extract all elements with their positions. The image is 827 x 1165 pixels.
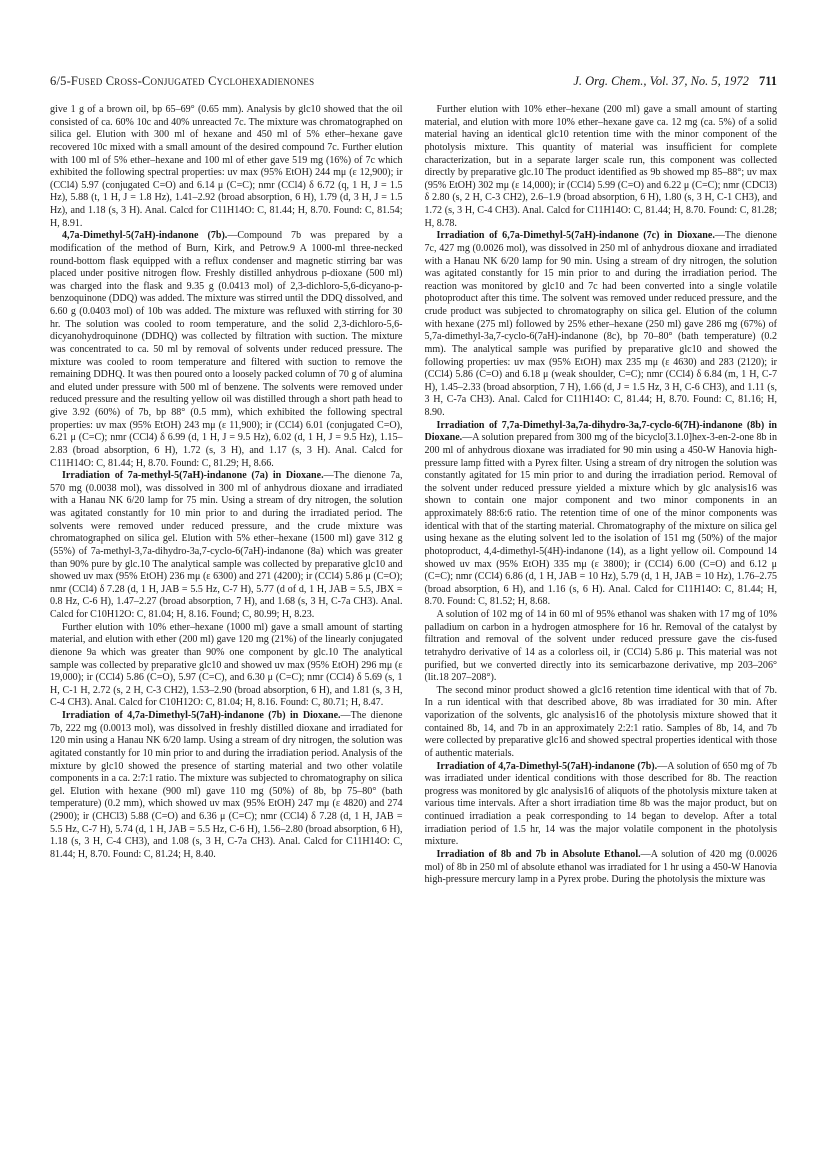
paragraph-heading: Irradiation of 6,7a-Dimethyl-5(7aH)-indanone (7c) in Dioxane.: [436, 230, 715, 242]
paragraph-heading: Irradiation of 8b and 7b in Absolute Ethanol.: [436, 848, 641, 860]
paragraph: [50, 230, 403, 470]
paragraph-heading: Irradiation of 7a-methyl-5(7aH)-indanone (7a) in Dioxane.: [62, 470, 324, 482]
paragraph-text: —Compound 7b was prepared by a modification of the method of Burn, Kirk, and Petrow.9 A 1000-ml three-necked round-bottom flask equipped with a reflux condenser and magnetic stirring bar was placed under positive nitrogen flow. Freshly distilled anhydrous p-dioxane (500 ml) was charged into the flask and 9.35 g (0.0413 mol) of 2,3-dichloro-5,6-dicyano-p-benzoquinone (DDQ) was added. The mixture was stirred until the DDQ dissolved, and 6.60 g (0.0403 mol) of 10b was added. The mixture was refluxed with stirring for 30 hr. The solution was cooled to room temperature, and the solid 2,3-dichloro-5,6-dicyanohydroquinone (DDHQ) was collected by filtration with suction. The mixture was concentrated to ca. 50 ml by removal of solvents under reduced pressure. The mixture was cooled to room temperature and filtered with suction to remove the remaining DDHQ. It was then poured onto a loosely packed column of 70 g of alumina and eluted under pressure with 500 ml of benzene. The solvents were removed under reduced pressure and the resulting yellow oil was distilled through a short path head to give 3.92 (60%) of 7b, bp 88° (0.5 mm), which exhibited the following spectral properties: uv max (95% EtOH) 243 mμ (ε 11,900); ir (CCl4) 6.01 (conjugated C=O), 6.21 μ (C=C); nmr (CCl4) δ 6.99 (d, 1 H, J = 9.5 Hz), 6.02 (d, 1 H, J = 9.5 Hz), 1.15–2.83 (broad absorption, 6 H), 1.72 (s, 3 H), and 1.17 (s, 3 H). Anal. Calcd for C11H14O: C, 81.44; H, 8.70. Found: C, 81.29; H, 8.66.: [50, 230, 403, 469]
paragraph-text: —The dienone 7b, 222 mg (0.0013 mol), was dissolved in freshly distilled dioxane and irradiated for 120 min using a Hanau NK 6/20 lamp. Using a stream of dry nitrogen, the solution was agitated constantly for 10 min prior to and during the irradiation period. Analysis of the mixture by glc10 showed the presence of starting material and two other volatile components in a ca. 2:7:1 ratio. The mixture was subjected to chromatography on silica gel. Elution with hexane (900 ml) gave 110 mg (50%) of 8b, bp 75–80° (bath temperature) (0.2 mm), which showed uv max (95% EtOH) 247 mμ (ε 4820) and 274 (2900); ir (CHCl3) 5.88 (C=O) and 6.36 μ (C=C); nmr (CCl4) δ 7.28 (d, 1 H, JAB = 5.5 Hz, C-7 H), 5.74 (d, 1 H, JAB = 5.5 Hz, C-6 H), 1.56–2.80 (broad absorption, 6 H), 1.18 (s, 3 H, C-4 CH3), and 1.08 (s, 3 H, C-7a CH3). Anal. Calcd for C11H14O: C, 81.44; H, 8.70. Found: C, 81.24; H, 8.40.: [50, 710, 403, 860]
paragraph-text: —The dienone 7c, 427 mg (0.0026 mol), was dissolved in 250 ml of anhydrous dioxane and irradiated with a Hanau NK 6/20 lamp for 90 min. Using a stream of dry nitrogen, the solution was agitated constantly for 15 min prior to and during the irradiation period. The reaction was monitored by glc10 and 7c had been converted into a single volatile photoproduct after this time. The solvent was removed under reduced pressure, and the crude product was subjected to chromatography on silica gel. Elution of the column with hexane (275 ml) followed by 25% ether–hexane (250 ml) gave 286 mg (67%) of 5,7a-dimethyl-3a,7-cyclo-6(7aH)-indanone (8c), bp 70–80° (bath temperature) (0.2 mm). The analytical sample was purified by preparative glc10 and showed the following properties: uv max (95% EtOH) max 235 mμ (ε 4630) and 283 (2120); ir (CCl4) 5.86 (C=O) and 6.18 μ (weak shoulder, C=C); nmr (CCl4) δ 6.84 (m, 1 H, C-7 H), 1.45–2.33 (broad absorption, 7 H), 1.66 (d, J = 1.5 Hz, 3 H, C-6 CH3), and 1.11 (s, 3 H, C-7a CH3). Anal. Calcd for C11H14O: C, 81.44; H, 8.70. Found: C, 81.16; H, 8.90.: [424, 230, 777, 418]
page-number: 711: [758, 74, 777, 88]
running-head-title: 6/5-Fused Cross-Conjugated Cyclohexadienones: [50, 74, 315, 88]
left-column: [50, 104, 403, 1115]
paragraph: [50, 622, 403, 710]
paragraph: [425, 609, 778, 685]
paragraph-text: Further elution with 10% ether–hexane (1000 ml) gave a small amount of starting material, and elution with ether (200 ml) gave 120 mg (21%) of the linearly conjugated dienone 9a which was greater than 90% one component by glc.10 The analytical sample was collected by preparative glc10 and showed uv max (95% EtOH) 296 mμ (ε 19,000); ir (CCl4) 5.86 (C=O), 5.97 (C=C), and 6.30 μ (C=C); nmr (CCl4) δ 5.69 (s, 1 H, C-1 H, 2.72 (s, 2 H, C-3 CH2), 1.53–2.90 (broad absorption, 6 H), and 1.81 (s, 3 H, C-4 CH3). Anal. Calcd for C10H12O: C, 81.04; H, 8.16. Found: C, 80.71; H, 8.47.: [50, 621, 403, 709]
paragraph-text: —A solution of 650 mg of 7b was irradiated under identical conditions with those described for 8b. The reaction progress was monitored by glc analysis16 of aliquots of the photolysis mixture taken at various time intervals. After a short irradiation time 8b was the major product, but on continued irradiation a peak corresponding to 14 began to develop. After a total irradiation period of 1.5 hr, 14 was the major volatile component in the photolysis mixture.: [424, 760, 777, 848]
paragraph-heading: 4,7a-Dimethyl-5(7aH)-indanone (7b).: [62, 230, 228, 242]
paragraph-heading: Irradiation of 4,7a-Dimethyl-5(7aH)-indanone (7b).: [436, 760, 658, 772]
running-head: [50, 74, 777, 94]
paragraph: [425, 685, 778, 761]
paragraph-text: —A solution of 420 mg (0.0026 mol) of 8b in 250 ml of absolute ethanol was irradiated for 1 hr using a 450-W Hanovia high-pressure mercury lamp in a Pyrex probe. During the photolysis the mixture was: [424, 848, 777, 886]
paragraph-text: A solution of 102 mg of 14 in 60 ml of 95% ethanol was shaken with 17 mg of 10% palladium on carbon in a hydrogen atmosphere for 16 hr. Removal of the catalyst by filtration and removal of the solvent under reduced pressure gave the cis-fused tetrahydro derivative of 14 as a colorless oil, ir (CCl4) 5.86 μ. This material was not purified, but we converted directly into its semicarbazone derivative, mp 203–206° (lit.18 207–208°).: [424, 609, 777, 684]
paragraph-text: —The dienone 7a, 570 mg (0.0038 mol), was dissolved in 300 ml of anhydrous dioxane and irradiated with a Hanau NK 6/20 lamp for 75 min. Using a stream of dry nitrogen, the solution was agitated constantly for 10 min prior to and during the irradiated period. The solvents were removed under reduced pressure, and the crude mixture was chromatographed on silica gel. Elution with 5% ether–hexane (1500 ml) gave 312 g (55%) of 7a-methyl-3,7a-dihydro-3a,7-cyclo-6(7aH)-indanone (8a) which was greater than 90% pure by glc.10 The analytical sample was collected by preparative glc10 and showed uv max (95% EtOH) 236 mμ (ε 6300) and 271 (4200); ir (CCl4) 5.86 μ (C=O); nmr (CCl4) δ 7.28 (d, 1 H, JAB = 5.5 Hz, C-7 H), 5.77 (d of d, 1 H, JAB = 5.5, JBX = 0.8 Hz, C-6 H), 1.47–2.27 (broad absorption, 7 H), and 1.68 (s, 3 H, C-7a CH3). Anal. Calcd for C10H12O: C, 81.04; H, 8.16. Found; C, 80.99; H, 8.23.: [50, 470, 403, 620]
paragraph: [50, 104, 403, 230]
paragraph: [425, 230, 778, 419]
paragraph-text: —A solution prepared from 300 mg of the bicyclo[3.1.0]hex-3-en-2-one 8b in 200 ml of anhydrous dioxane was irradiated for 90 min using a 450-W Hanovia high-pressure lamp fitted with a Pyrex filter. Using a stream of dry nitrogen the solution was constantly agitated for 15 min prior to and during the irradiation period. Removal of the solvent under reduced pressure yielded a mixture which by glc analysis16 was shown to contain one major component and two minor components in an approximately 88:6:6 ratio. The retention time of one of the minor components was identical with that of the starting material. Chromatography of the mixture on silica gel using hexane as the eluting solvent led to the isolation of 151 mg (50%) of the major photoproduct, 4,4-dimethyl-5(4H)-indanone (14), as a light yellow oil. Compound 14 showed uv max (95% EtOH) 335 mμ (ε 3800); ir (CCl4) 6.00 (C=O) and 6.12 μ (C=C); nmr (CCl4) 6.86 (d, 1 H, JAB = 10 Hz), 5.79 (d, 1 H, JAB = 10 Hz), 1.76–2.75 (broad absorption, 6 H), and 1.16 (s, 6 H). Anal. Calcd for C11H14O: C, 81.44; H, 8.70. Found: C, 81.52; H, 8.68.: [424, 432, 777, 608]
journal-citation: J. Org. Chem., Vol. 37, No. 5, 1972: [573, 74, 749, 88]
paragraph: [50, 470, 403, 622]
paragraph: [425, 104, 778, 230]
paragraph: [425, 761, 778, 849]
paragraph: [425, 849, 778, 887]
paragraph: [425, 420, 778, 609]
paragraph-text: Further elution with 10% ether–hexane (200 ml) gave a small amount of starting material, and elution with more 10% ether–hexane gave ca. 12 mg (ca. 5%) of a solid material having an identical glc10 retention time with the minor component of the photolysis mixture. This quantity of material was insufficient for complete characterization, but in a separate larger scale run, this component was collected directly by preparative glc.10 The product identified as 9b showed mp 85–88°; uv max (95% EtOH) 302 mμ (ε 14,000); ir (CCl4) 5.99 (C=O) and 6.22 μ (C=C); nmr (CDCl3) δ 2.80 (s, 2 H, C-3 CH2), 2.6–1.9 (broad absorption, 6 H), 1.80 (s, 3 H, C-1 CH3), and 1.72 (s, 3 H, C-4 CH3). Anal. Calcd for C11H14O: C, 81.44; H, 8.70. Found: C, 81.28; H, 8.78.: [424, 104, 777, 229]
body-columns: [50, 104, 777, 1115]
paragraph-text: give 1 g of a brown oil, bp 65–69° (0.65 mm). Analysis by glc10 showed that the oil consisted of ca. 60% 10c and 40% unreacted 7c. The mixture was chromatographed on silica gel. Elution with 300 ml of hexane and 450 ml of 5% ether–hexane gave recovered 10c mixed with a small amount of the desired compound 7c. Further elution with 100 ml of 5% ether–hexane and 100 ml of ether gave 519 mg (16%) of 7c which exhibited the following spectral properties: uv max (95% EtOH) 244 mμ (ε 12,900); ir (CCl4) 5.97 (conjugated C=O) and 6.14 μ (C=C); nmr (CCl4) δ 6.72 (q, 1 H, J = 1.5 Hz), 5.88 (t, 1 H, J = 1.8 Hz), 1.41–2.92 (broad absorption, 6 H), 1.79 (d, 3 H, J = 1.5 Hz), and 1.18 (s, 3 H). Anal. Calcd for C11H14O: C, 81.44; H, 8.70. Found: C, 81.54; H, 8.91.: [50, 104, 403, 229]
paragraph-text: The second minor product showed a glc16 retention time identical with that of 7b. In a run identical with that described above, 8b was irradiated for 30 min. After vaporization of the solvents, glc analysis16 of the photolysis mixture showed that it contained 8b, 14, and 7b in an approximately 2:2:1 ratio. Samples of 8b, 14, and 7b were collected by preparative glc16 and showed spectral properties identical with those of authentic materials.: [424, 684, 777, 759]
right-column: [425, 104, 778, 1115]
paragraph-heading: Irradiation of 4,7a-Dimethyl-5(7aH)-indanone (7b) in Dioxane.: [62, 710, 341, 721]
paragraph-heading: Irradiation of 7,7a-Dimethyl-3a,7a-dihydro-3a,7-cyclo-6(7H)-indanone (8b) in Dioxane.: [424, 419, 777, 444]
paragraph: [50, 710, 403, 862]
running-head-citation: [573, 74, 777, 89]
